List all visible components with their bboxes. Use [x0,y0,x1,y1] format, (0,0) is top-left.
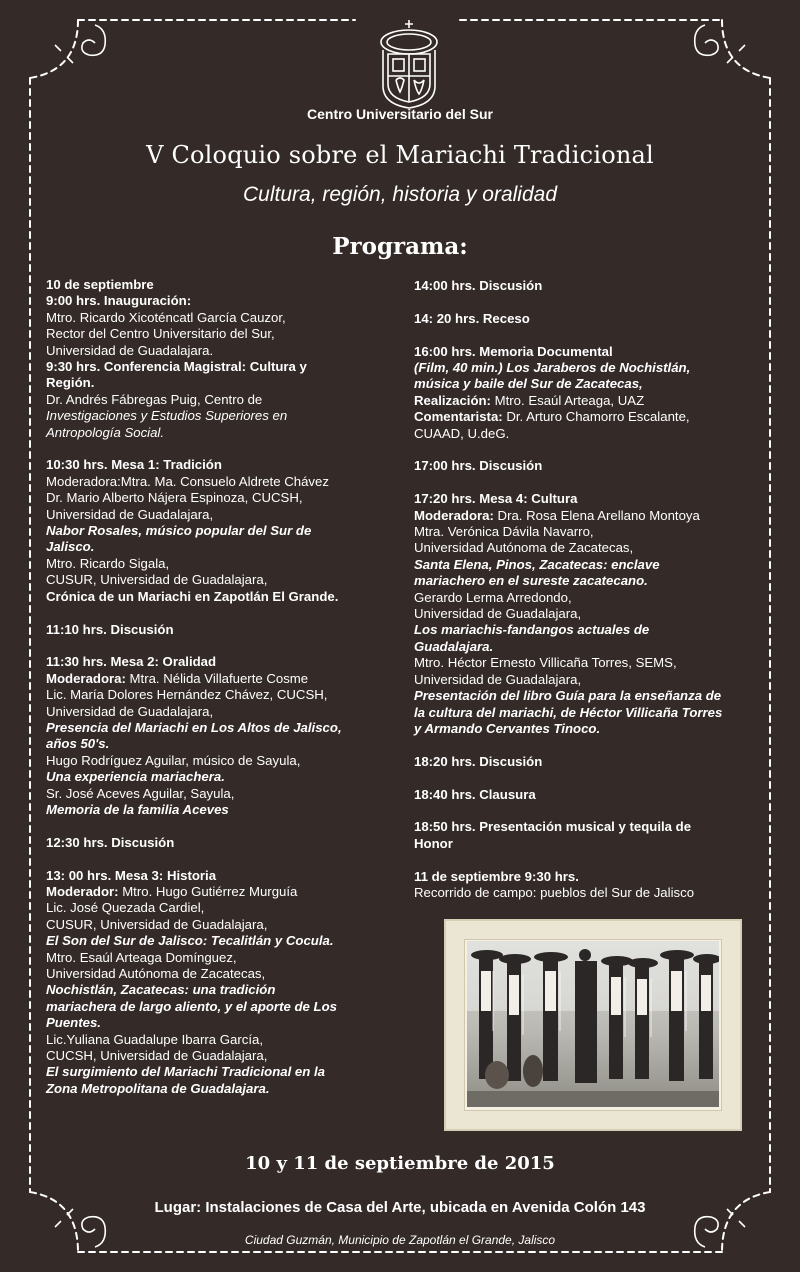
program-line: 9:00 hrs. Inauguración: [46,293,192,309]
spacer [46,638,386,654]
program-line: 14: 20 hrs. Receso [414,310,530,326]
event-city: Ciudad Guzmán, Municipio de Zapotlán el Grande, Jalisco [244,1233,556,1247]
program-line: CUSUR, Universidad de Guadalajara, [46,572,268,588]
program-line: Santa Elena, Pinos, Zacatecas: enclave [414,556,660,572]
role-value: Dr. Arturo Chamorro Escalante, [502,409,690,425]
page-subtitle: Cultura, región, historia y oralidad [243,183,557,206]
program-line: Honor [414,835,453,851]
role-label: Moderadora: [414,507,494,523]
program-line: 18:50 hrs. Presentación musical y tequila de [414,819,692,835]
program-line: 10:30 hrs. Mesa 1: Tradición [46,457,222,473]
program-line: Memoria de la familia Aceves [46,801,229,817]
university-crest-icon [376,18,442,110]
program-line: la cultura del mariachi, de Héctor Villicaña Torres [414,704,723,720]
program-line: Región. [46,375,95,391]
program-right-column [414,278,774,901]
program-line: 11:10 hrs. Discusión [46,621,174,637]
program-line: música y baile del Sur de Zacatecas, [414,376,643,392]
role-value: Mtra. Nélida Villafuerte Cosme [125,670,309,686]
program-line: Mtro. Héctor Ernesto Villicaña Torres, SEMS, [414,655,677,671]
program-line: Antropología Social. [46,424,165,440]
program-heading: Programa: [332,233,468,260]
event-dates: 10 y 11 de septiembre de 2015 [245,1153,555,1174]
program-line: 16:00 hrs. Memoria Documental [414,343,613,359]
program-line: Presentación del libro Guía para la enseñanza de [414,688,722,704]
program-line: Gerardo Lerma Arredondo, [414,589,572,605]
spacer [46,851,386,867]
role-label: Moderador: [46,883,119,899]
program-line: Universidad Autónoma de Zacatecas, [46,965,266,981]
program-line: Investigaciones y Estudios Superiores en [46,408,288,424]
program-line: Guadalajara. [414,638,494,654]
program-line: 12:30 hrs. Discusión [46,834,175,850]
spacer [414,770,774,786]
program-line: Universidad de Guadalajara, [414,671,582,687]
program-line: Rector del Centro Universitario del Sur, [46,326,275,342]
program-line: 18:20 hrs. Discusión [414,753,543,769]
program-line [414,409,774,425]
role-value: Dra. Rosa Elena Arellano Montoya [493,507,700,523]
program-line: Hugo Rodríguez Aguilar, músico de Sayula, [46,752,301,768]
program-left-column [46,277,386,1097]
spacer [414,803,774,819]
program-line: Una experiencia mariachera. [46,769,225,785]
program-line: 14:00 hrs. Discusión [414,278,543,293]
spacer [414,475,774,491]
program-line: Nabor Rosales, músico popular del Sur de [46,523,312,539]
program-line: Universidad de Guadalajara, [46,703,214,719]
program-line: CUSUR, Universidad de Guadalajara, [46,916,268,932]
program-line [414,508,774,524]
spacer [414,737,774,753]
spacer [414,852,774,868]
program-line: Mtro. Esaúl Arteaga Domínguez, [46,949,237,965]
program-line: 17:00 hrs. Discusión [414,458,543,474]
spacer [414,294,774,310]
program-line: Universidad de Guadalajara, [46,506,214,522]
program-line: 10 de septiembre [46,277,154,292]
program-line: Moderadora:Mtra. Ma. Consuelo Aldrete Chávez [46,473,329,489]
program-line: El surgimiento del Mariachi Tradicional en la [46,1064,325,1080]
program-line: Universidad de Guadalajara, [414,606,582,622]
program-line: Zona Metropolitana de Guadalajara. [46,1080,270,1096]
role-label: Realización: [414,392,491,408]
role-label: Moderadora: [46,670,126,686]
spacer [414,327,774,343]
program-line: Universidad Autónoma de Zacatecas, [414,540,634,556]
program-line: 13: 00 hrs. Mesa 3: Historia [46,867,217,883]
program-line: 18:40 hrs. Clausura [414,786,536,802]
program-line: Dr. Mario Alberto Nájera Espinoza, CUCSH, [46,490,303,506]
program-line [46,671,386,687]
program-line: El Son del Sur de Jalisco: Tecalitlán y Cocula. [46,933,334,949]
program-line: años 50's. [46,736,110,752]
program-line: mariachero en el sureste zacatecano. [414,573,648,589]
mariachi-group-photo [467,941,719,1107]
spacer [46,818,386,834]
spacer [46,605,386,621]
spacer [414,442,774,458]
role-label: Comentarista: [414,409,503,425]
program-line: Universidad de Guadalajara. [46,342,214,358]
program-line: 11 de septiembre 9:30 hrs. [414,868,579,884]
program-line [414,393,774,409]
program-line: Mtro. Ricardo Sigala, [46,555,170,571]
program-line: Sr. José Aceves Aguilar, Sayula, [46,785,235,801]
program-line: Lic. María Dolores Hernández Chávez, CUCSH, [46,687,328,703]
program-line: CUCSH, Universidad de Guadalajara, [46,1048,268,1064]
program-line: CUAAD, U.deG. [414,425,510,441]
program-line: Jalisco. [46,539,95,555]
program-line: 17:20 hrs. Mesa 4: Cultura [414,491,578,507]
program-line: Mtra. Verónica Dávila Navarro, [414,524,594,540]
program-line: Lic. José Quezada Cardiel, [46,900,205,916]
page-title: V Coloquio sobre el Mariachi Tradicional [146,141,654,169]
program-line: Dr. Andrés Fábregas Puig, Centro de [46,391,263,407]
program-line [46,884,386,900]
program-line: Recorrido de campo: pueblos del Sur de Jalisco [414,884,695,900]
program-line: mariachera de largo aliento, y el aporte de Los [46,998,337,1014]
program-line: Presencia del Mariachi en Los Altos de Jalisco, [46,719,342,735]
program-line: y Armando Cervantes Tinoco. [414,720,601,736]
program-line: 11:30 hrs. Mesa 2: Oralidad [46,654,217,670]
program-line: Lic.Yuliana Guadalupe Ibarra García, [46,1031,263,1047]
role-value: Mtro. Hugo Gutiérrez Murguía [118,883,298,899]
program-line: Mtro. Ricardo Xicoténcatl García Cauzor, [46,309,286,325]
institution-name: Centro Universitario del Sur [307,106,493,122]
program-line: 9:30 hrs. Conferencia Magistral: Cultura y [46,359,307,375]
program-line: Crónica de un Mariachi en Zapotlán El Grande. [46,588,339,604]
spacer [46,441,386,457]
program-line: (Film, 40 min.) Los Jaraberos de Nochistlán, [414,360,691,375]
program-line: Puentes. [46,1015,101,1031]
event-venue: Lugar: Instalaciones de Casa del Arte, ubicada en Avenida Colón 143 [154,1199,646,1216]
role-value: Mtro. Esaúl Arteaga, UAZ [490,392,645,408]
program-line: Nochistlán, Zacatecas: una tradición [46,982,276,998]
program-line: Los mariachis-fandangos actuales de [414,622,650,638]
